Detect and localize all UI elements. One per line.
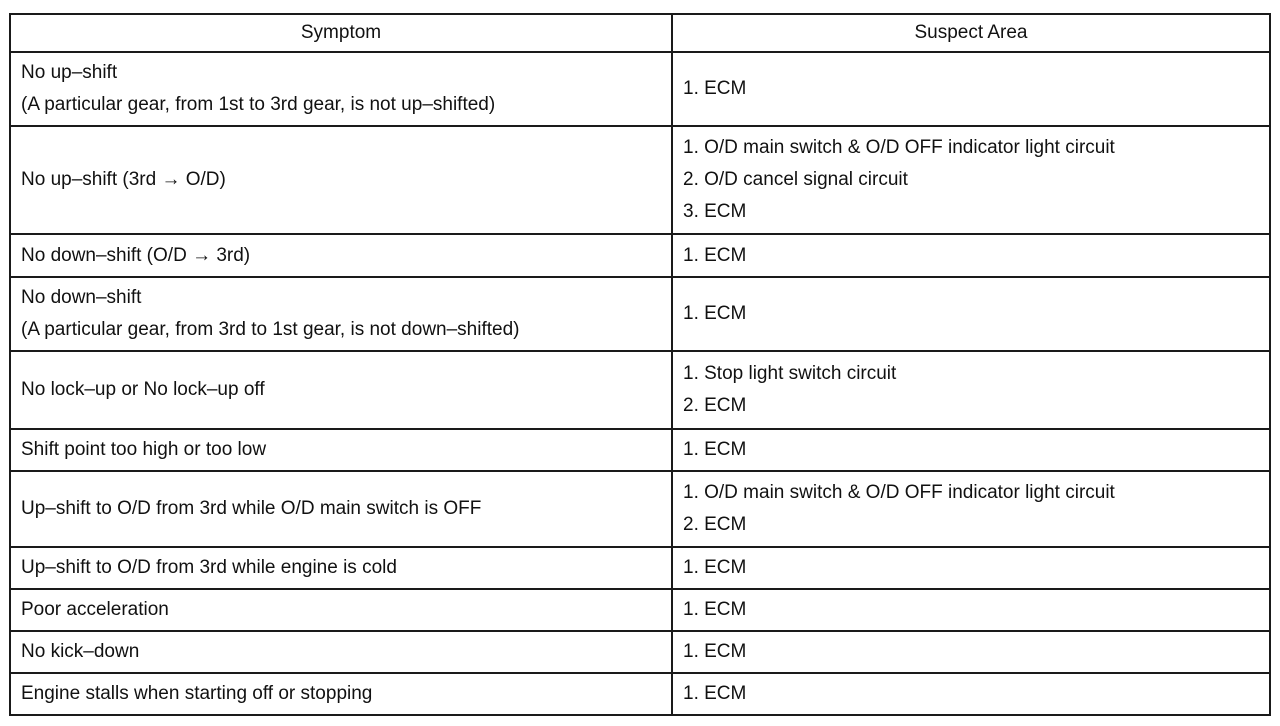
symptom-text: No up–shift (3rd → O/D)	[21, 169, 226, 190]
suspect-area-cell	[672, 429, 1270, 471]
suspect-area-item: 3. ECM	[683, 201, 747, 222]
suspect-area-item: 1. ECM	[683, 303, 747, 324]
symptom-text: Up–shift to O/D from 3rd while O/D main switch is OFF	[21, 498, 482, 519]
symptom-text: No kick–down	[21, 641, 140, 662]
symptom-text: No lock–up or No lock–up off	[21, 379, 265, 400]
suspect-area-cell	[672, 589, 1270, 631]
suspect-area-item: 1. ECM	[683, 641, 747, 662]
suspect-area-item: 2. ECM	[683, 395, 747, 416]
symptom-cell	[10, 277, 672, 351]
symptom-cell	[10, 52, 672, 126]
suspect-area-cell	[672, 471, 1270, 547]
table-row	[10, 673, 1270, 715]
suspect-area-item: 1. Stop light switch circuit	[683, 363, 897, 384]
symptom-cell	[10, 547, 672, 589]
symptom-cell	[10, 351, 672, 429]
symptom-text: (A particular gear, from 3rd to 1st gear, is not down–shifted)	[21, 319, 520, 340]
symptom-column-header: Symptom	[10, 14, 672, 52]
suspect-area-cell	[672, 52, 1270, 126]
symptom-text: No down–shift	[21, 287, 142, 308]
symptom-cell	[10, 471, 672, 547]
symptom-text: (A particular gear, from 1st to 3rd gear, is not up–shifted)	[21, 94, 496, 115]
suspect-area-item: 2. O/D cancel signal circuit	[683, 169, 908, 190]
table-row	[10, 351, 1270, 429]
suspect-area-cell	[672, 631, 1270, 673]
symptom-text: No down–shift (O/D → 3rd)	[21, 244, 251, 266]
table-row	[10, 234, 1270, 277]
suspect-area-cell	[672, 351, 1270, 429]
table-row	[10, 52, 1270, 126]
symptom-text: Shift point too high or too low	[21, 439, 267, 460]
table-row	[10, 429, 1270, 471]
symptom-text: Engine stalls when starting off or stopping	[21, 683, 373, 704]
suspect-area-cell	[672, 673, 1270, 715]
symptom-cell	[10, 126, 672, 234]
symptom-text: Poor acceleration	[21, 599, 169, 620]
table-body	[10, 52, 1270, 715]
suspect-area-item: 1. ECM	[683, 244, 747, 266]
table-row	[10, 126, 1270, 234]
symptom-cell	[10, 589, 672, 631]
symptom-cell	[10, 429, 672, 471]
header-row	[10, 14, 1270, 52]
symptom-text: No up–shift	[21, 62, 118, 83]
troubleshooting-table	[9, 13, 1271, 716]
symptom-cell	[10, 234, 672, 277]
suspect-area-item: 1. ECM	[683, 78, 747, 99]
suspect-area-item: 1. ECM	[683, 683, 747, 704]
suspect-area-cell	[672, 126, 1270, 234]
table-row	[10, 547, 1270, 589]
table-row	[10, 589, 1270, 631]
symptom-cell	[10, 631, 672, 673]
suspect-area-item: 1. ECM	[683, 557, 747, 578]
suspect-area-item: 1. ECM	[683, 599, 747, 620]
symptom-cell	[10, 673, 672, 715]
symptom-text: Up–shift to O/D from 3rd while engine is cold	[21, 557, 397, 578]
suspect-area-item: 1. O/D main switch & O/D OFF indicator light circuit	[683, 137, 1115, 158]
table-row	[10, 277, 1270, 351]
suspect-area-column-header: Suspect Area	[672, 14, 1270, 52]
table-row	[10, 631, 1270, 673]
suspect-area-item: 1. ECM	[683, 439, 747, 460]
suspect-area-item: 1. O/D main switch & O/D OFF indicator light circuit	[683, 482, 1115, 503]
suspect-area-cell	[672, 547, 1270, 589]
table-row	[10, 471, 1270, 547]
suspect-area-cell	[672, 277, 1270, 351]
suspect-area-item: 2. ECM	[683, 514, 747, 535]
suspect-area-cell	[672, 234, 1270, 277]
